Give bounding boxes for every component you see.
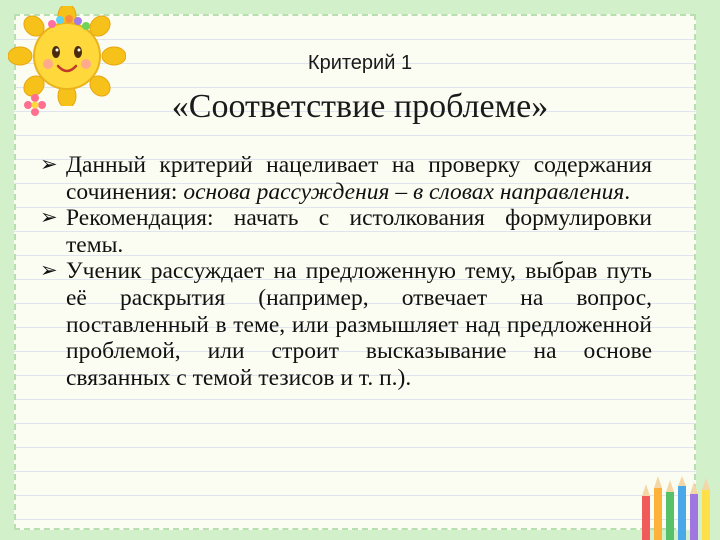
arrow-bullet-icon: ➢ xyxy=(40,205,58,230)
bullet-text: Ученик рассуждает на предложенную тему, выбрав путь её раскрытия (например, отвечает на вопрос, поставленный в теме, или размышляет над предложенной проблемой, или строит высказывание на основе связанных с темой тезисов и т. п.). xyxy=(66,258,652,391)
bullet-list xyxy=(40,152,652,391)
bullet-text: Данный критерий нацеливает на проверку содержания сочинения: xyxy=(66,152,652,205)
bullet-item xyxy=(40,258,652,391)
arrow-bullet-icon: ➢ xyxy=(40,258,58,283)
arrow-bullet-icon: ➢ xyxy=(40,152,58,176)
bullet-item xyxy=(40,205,652,258)
bullet-text: Рекомендация: начать с истолкования формулировки темы. xyxy=(66,205,652,258)
bullet-text-italic: основа рассуждения – в словах направления xyxy=(183,178,625,205)
bullet-text-tail: . xyxy=(624,178,631,205)
bullet-item xyxy=(40,152,652,205)
slide-subtitle: Критерий 1 xyxy=(307,52,413,74)
pencils-icon xyxy=(636,476,720,540)
slide-title: «Соответствие проблеме» xyxy=(171,88,549,125)
